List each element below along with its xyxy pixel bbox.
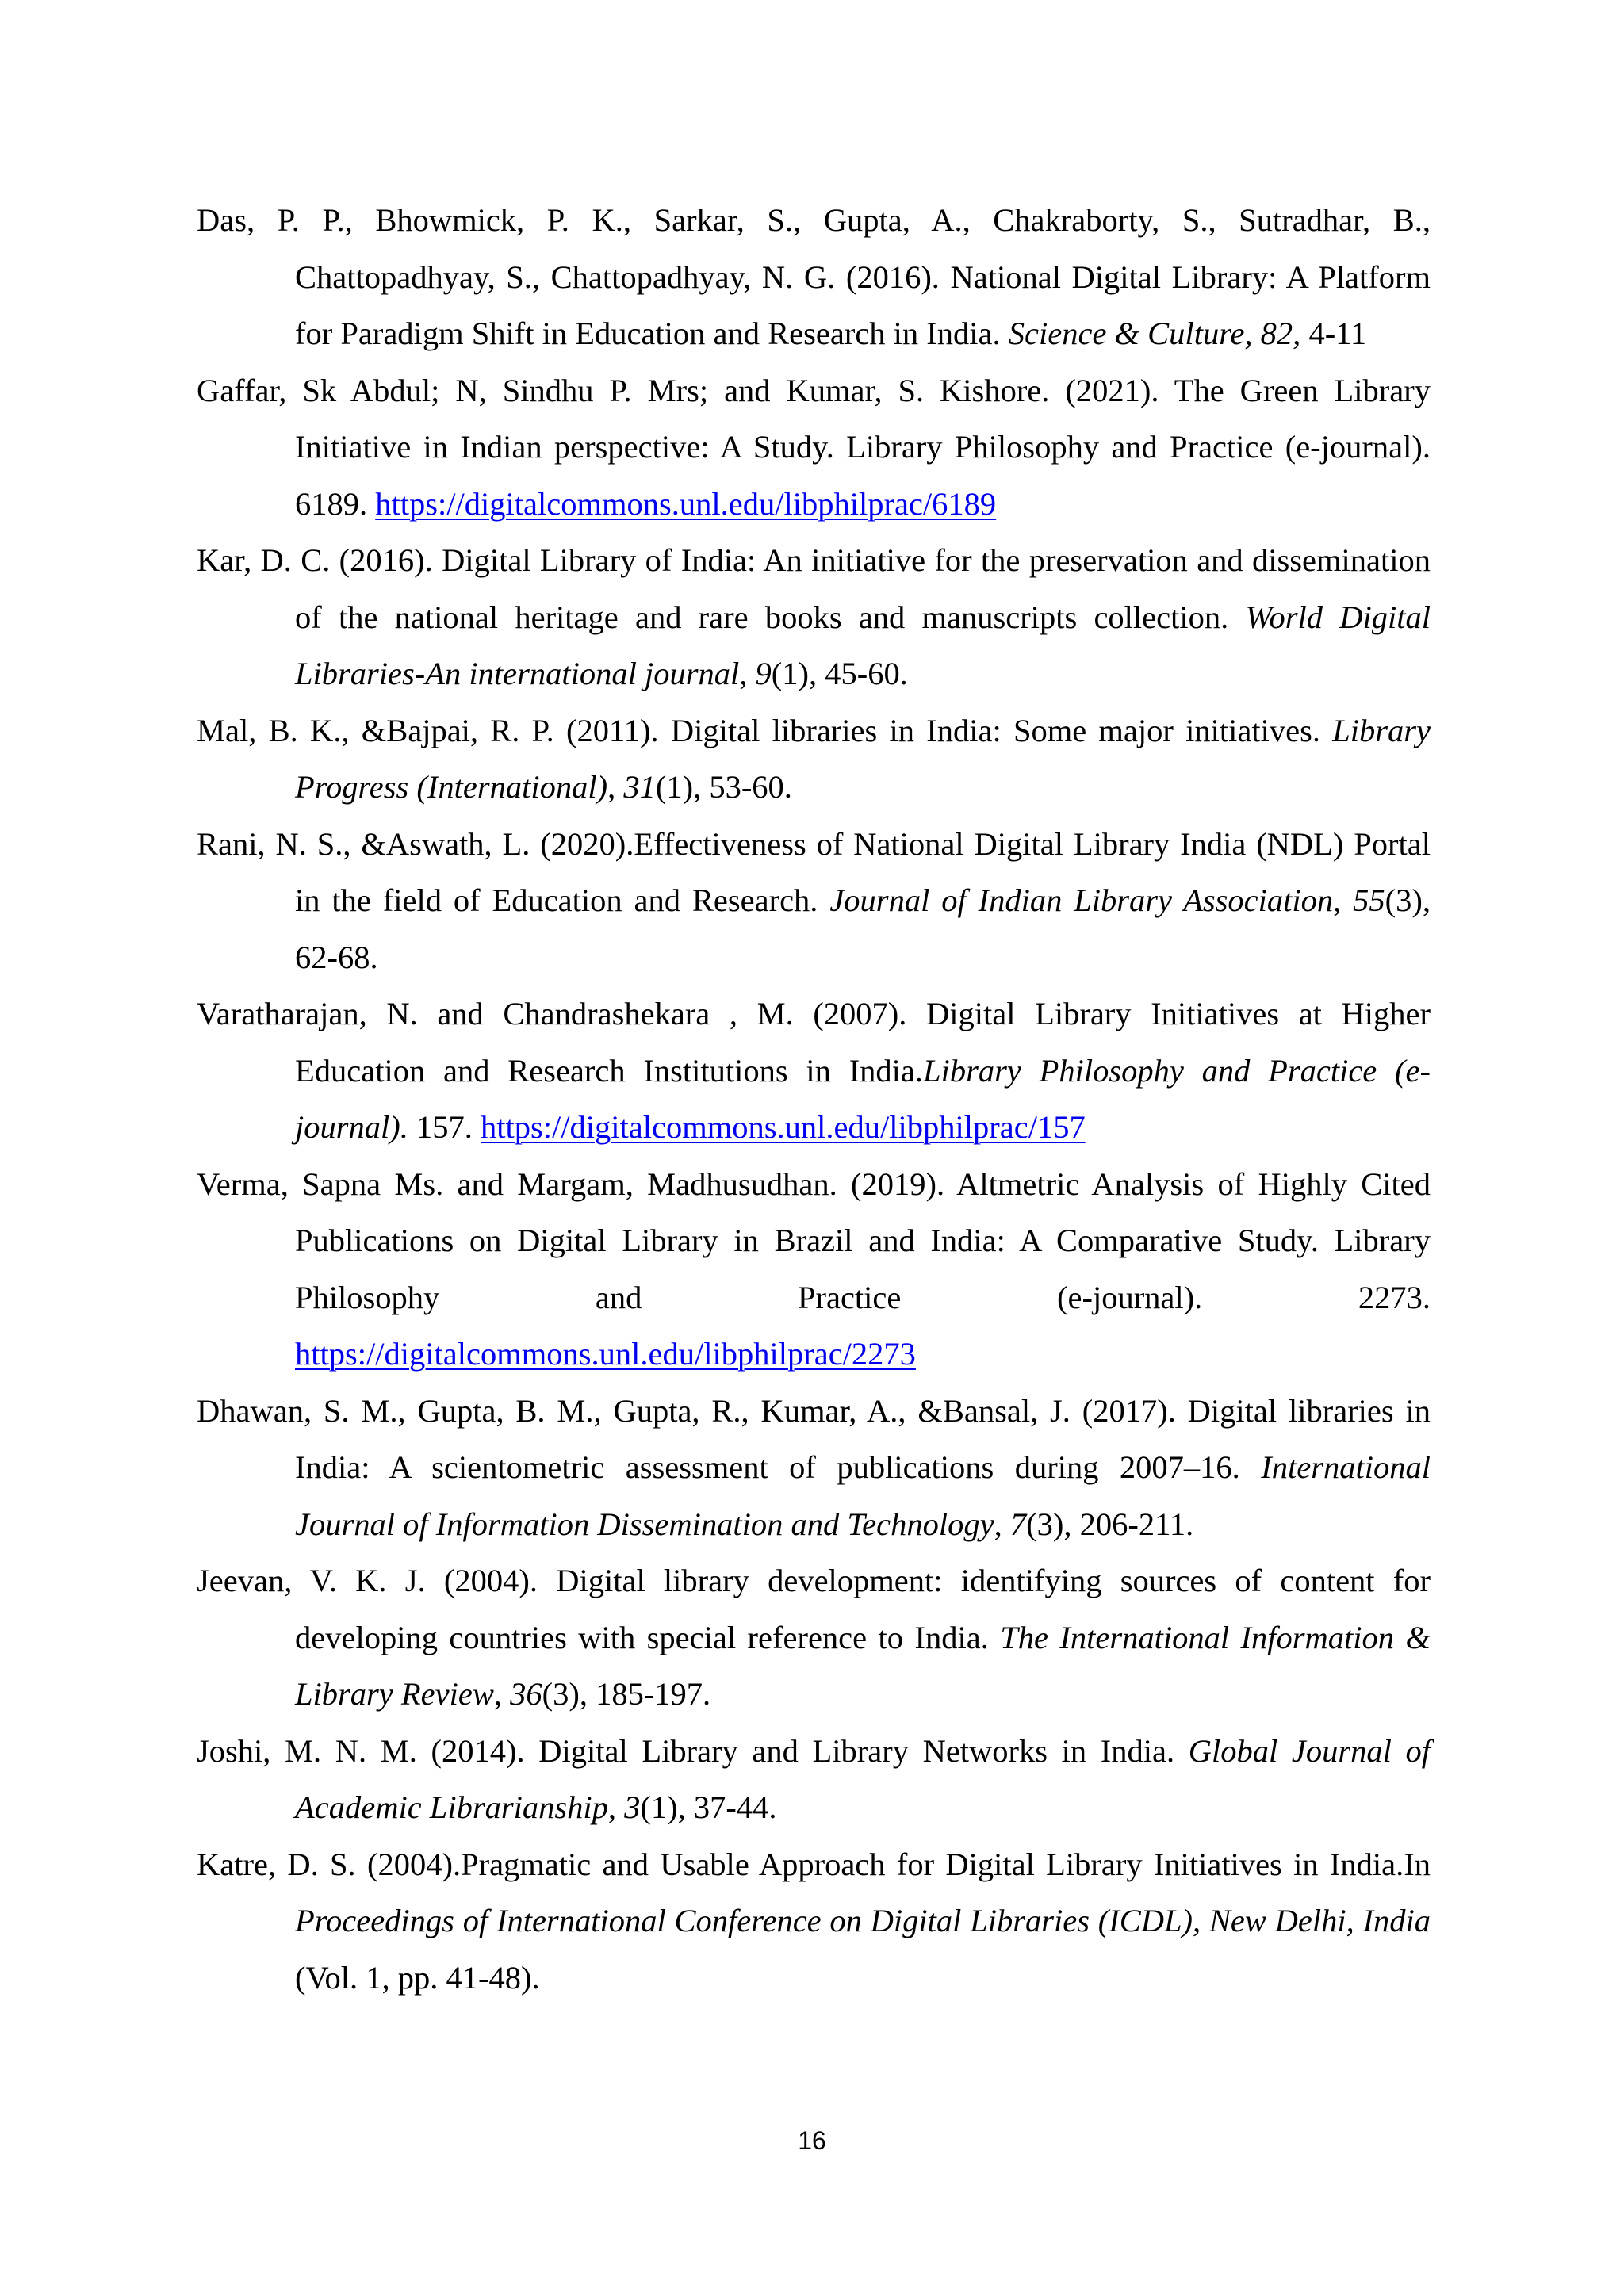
reference-entry-dhawan [197, 1383, 1431, 1553]
reference-text: Rani, N. S., &Aswath, L. (2020).Effectiveness of National Digital Library India (NDL) Portal in the field of Education and Research. [197, 825, 1431, 918]
reference-separator: , [607, 769, 624, 805]
page-number: 16 [798, 2126, 826, 2155]
reference-journal: Library Philosophy and Practice (e-journal). [295, 1052, 1431, 1145]
reference-link[interactable]: https://digitalcommons.unl.edu/libphilprac/157 [481, 1109, 1086, 1145]
reference-volume: 55 [1353, 882, 1385, 918]
reference-pages: (1), 53-60. [655, 769, 792, 805]
reference-separator: , [1333, 882, 1354, 918]
reference-volume: 9 [755, 656, 772, 691]
reference-pages: 157. [408, 1109, 481, 1145]
reference-text: Verma, Sapna Ms. and Margam, Madhusudhan. (2019). Altmetric Analysis of Highly Cited Publications on Digital Library in Brazil and India: A Comparative Study. Library Philosophy and Practice (e-journal). 2273. [197, 1165, 1431, 1315]
reference-entry-kar [197, 532, 1431, 702]
reference-volume: 31 [623, 769, 656, 805]
reference-text: Gaffar, Sk Abdul; N, Sindhu P. Mrs; and Kumar, S. Kishore. (2021). The Green Library Initiative in Indian perspective: A Study. Library Philosophy and Practice (e-journal). 6189. [197, 372, 1431, 522]
reference-volume: 7 [1009, 1506, 1027, 1542]
reference-text: Joshi, M. N. M. (2014). Digital Library and Library Networks in India. [197, 1732, 1189, 1769]
reference-text: Jeevan, V. K. J. (2004). Digital library development: identifying sources of content for developing countries with special reference to India. [197, 1563, 1431, 1655]
reference-journal: Science & Culture, 82, [1008, 316, 1301, 351]
reference-entry-joshi [197, 1723, 1431, 1836]
reference-entry-varatharajan [197, 985, 1431, 1156]
reference-text: Kar, D. C. (2016). Digital Library of India: An initiative for the preservation and dissemination of the national heritage and rare books and manuscripts collection. [197, 542, 1431, 635]
reference-text: Dhawan, S. M., Gupta, B. M., Gupta, R., Kumar, A., &Bansal, J. (2017). Digital libraries in India: A scientometric assessment of publications during 2007–16. [197, 1392, 1431, 1485]
reference-text: Das, P. P., Bhowmick, P. K., Sarkar, S., Gupta, A., Chakraborty, S., Sutradhar, B., Chattopadhyay, S., Chattopadhyay, N. G. (2016). National Digital Library: A Platform for Paradigm Shift in Education and Research in India. [197, 202, 1431, 351]
reference-journal: International Journal of Information Dissemination and Technology [295, 1449, 1431, 1542]
reference-text: Mal, B. K., &Bajpai, R. P. (2011). Digital libraries in India: Some major initiatives. [197, 712, 1333, 748]
reference-pages: (3), 185-197. [542, 1676, 711, 1712]
reference-separator: , [739, 656, 756, 691]
reference-journal: The International Information & Library Review [295, 1619, 1431, 1712]
reference-separator: , [607, 1789, 625, 1825]
reference-pages: (3), 62-68. [295, 882, 1431, 975]
reference-pages: (1), 45-60. [771, 656, 908, 691]
reference-link[interactable]: https://digitalcommons.unl.edu/libphilprac/6189 [375, 485, 997, 522]
reference-list [197, 192, 1431, 2006]
reference-text: Varatharajan, N. and Chandrashekara , M. (2007). Digital Library Initiatives at Higher Education and Research Institutions in India. [197, 996, 1431, 1089]
reference-pages: (Vol. 1, pp. 41-48). [295, 1959, 540, 1996]
reference-journal: Library Progress (International) [295, 712, 1431, 805]
reference-volume: 36 [510, 1676, 542, 1712]
reference-entry-das [197, 192, 1431, 362]
reference-entry-verma [197, 1156, 1431, 1383]
reference-text: Katre, D. S. (2004).Pragmatic and Usable Approach for Digital Library Initiatives in India.In [197, 1846, 1431, 1882]
reference-journal: World Digital Libraries-An international journal [295, 599, 1431, 691]
reference-pages: (3), 206-211. [1026, 1506, 1194, 1542]
reference-journal: Global Journal of Academic Librarianship [295, 1732, 1431, 1825]
reference-entry-rani [197, 816, 1431, 986]
reference-volume: 3 [624, 1789, 641, 1825]
reference-separator: , [994, 1506, 1010, 1542]
reference-entry-katre [197, 1836, 1431, 2007]
reference-journal: Proceedings of International Conference on Digital Libraries (ICDL), New Delhi, India [295, 1903, 1431, 1938]
reference-link[interactable]: https://digitalcommons.unl.edu/libphilprac/2273 [295, 1336, 916, 1372]
reference-separator: , [493, 1676, 511, 1712]
reference-entry-gaffar [197, 362, 1431, 533]
reference-entry-jeevan [197, 1552, 1431, 1723]
reference-entry-mal [197, 702, 1431, 816]
reference-pages: 4-11 [1300, 316, 1367, 351]
reference-journal: Journal of Indian Library Association [829, 882, 1334, 918]
reference-pages: (1), 37-44. [640, 1789, 777, 1825]
